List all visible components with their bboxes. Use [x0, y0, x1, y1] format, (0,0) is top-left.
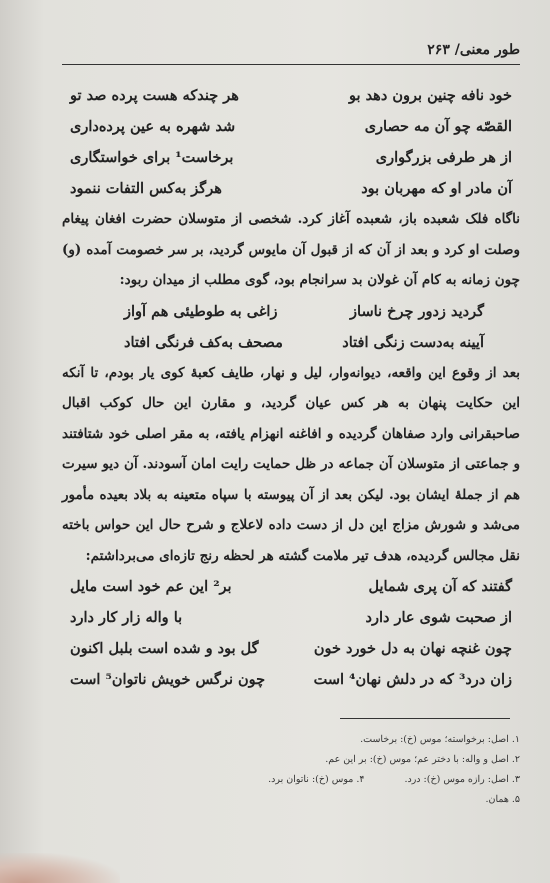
verse-block-3: [62, 571, 520, 695]
hemistich-left: برخاست¹ برای خواستگاری: [70, 149, 234, 166]
hemistich-right: گفتند که آن پری شمایل: [368, 578, 512, 595]
prose-paragraph-1: ناگاه فلک شعبده باز، شعبده آغاز کرد. شخصی از متوسلان حضرت افغان پیغام وصلت او کرد و بعد از آن که از قبول آن مایوس گردید، بر سر خصومت آمده (و) چون زمانه به کام آن غولان بد سرانجام بود، گوی مطلب از میدان ربود:: [62, 211, 520, 288]
footnote-rule: [340, 718, 510, 719]
verse-line: [62, 571, 520, 602]
verse-block-2: [62, 296, 520, 358]
hemistich-right: القصّه چو آن مه حصاری: [364, 118, 512, 135]
verse-line: [62, 633, 520, 664]
footnote: ۲. اصل و واله: با دختر عم؛ موس (خ): بر این عم.: [325, 754, 520, 765]
running-header: [62, 42, 520, 64]
footnote: ۱. اصل: برخواسته؛ موس (خ): برخاست.: [360, 734, 520, 745]
running-title: طور معنی/ ۲۶۳: [427, 42, 520, 58]
hemistich-right: آن مادر او که مهربان بود: [361, 180, 512, 197]
prose-paragraph-2: بعد از وقوع این واقعه، دیوانه‌وار، لیل و نهار، طایف کعبهٔ کوی یار بودم، تا آنکه این حکایت پنهان به هر کس عیان گردید، و مقارن این حال کوکب اقبال صاحبقرانی وارد صفاهان گردیده و افاغنه انهزام یافته، به مقر اصلی خود شتافتند و جماعتی از متوسلان آن جماعه در ظل حمایت رایت امان آسودند. آن دیو سیرت هم از جملهٔ ایشان بود. لیکن بعد از آن پیوسته با سپاه متعینه به بلاد بعیده مأمور می‌شد و شورش مزاج این دل از دست داده لاعلاج و شرح حال این حواس باخته نقل مجالس گردیده، هدف تیر ملامت گشته هر لحظه رنج تازه‌ای می‌برداشتم:: [62, 364, 520, 564]
footnote: ۵. همان.: [485, 794, 520, 805]
verse-block-1: [62, 80, 520, 204]
hemistich-right: خود نافه چنین برون دهد بو: [349, 87, 512, 104]
hemistich-right: زان درد³ که در دلش نهان⁴ است: [313, 671, 512, 688]
header-rule: [62, 64, 520, 65]
hemistich-left: گل بود و شده است بلبل اکنون: [70, 640, 259, 657]
hemistich-left: شد شهره به عین پرده‌داری: [70, 118, 236, 135]
hemistich-right: از هر طرفی بزرگواری: [375, 149, 512, 166]
verse-line: [62, 173, 520, 204]
hemistich-left: هرگز به‌کس التفات ننمود: [70, 180, 222, 197]
footnote: ۳. اصل: رازه موس (خ): درد.: [404, 774, 520, 785]
verse-line: [62, 142, 520, 173]
hemistich-right: از صحبت شوی عار دارد: [365, 609, 512, 626]
hemistich-left: زاغی به طوطیئی هم آواز: [124, 302, 278, 320]
footnote-row: [100, 770, 520, 790]
thumb-shadow: [0, 853, 120, 883]
page-body: [62, 80, 520, 695]
hemistich-right: چون غنچه نهان به دل خورد خون: [313, 640, 512, 657]
hemistich-left: چون نرگس خویش ناتوان⁵ است: [70, 671, 266, 688]
footnotes: [100, 730, 520, 810]
hemistich-right: گردید زدور چرخ ناساز: [350, 302, 484, 320]
verse-line: [62, 664, 520, 695]
hemistich-left: بر² این عم خود است مایل: [70, 578, 232, 595]
verse-line: [62, 80, 520, 111]
hemistich-right: آیینه به‌دست زنگی افتاد: [342, 333, 484, 351]
verse-line: [62, 327, 520, 358]
hemistich-left: هر چندکه هست پرده صد تو: [70, 87, 239, 104]
verse-line: [62, 296, 520, 327]
verse-line: [62, 602, 520, 633]
hemistich-left: مصحف به‌کف فرنگی افتاد: [124, 333, 283, 351]
footnote: ۴. موس (خ): ناتوان برد.: [268, 774, 365, 785]
verse-line: [62, 111, 520, 142]
hemistich-left: با واله زار کار دارد: [70, 609, 183, 626]
